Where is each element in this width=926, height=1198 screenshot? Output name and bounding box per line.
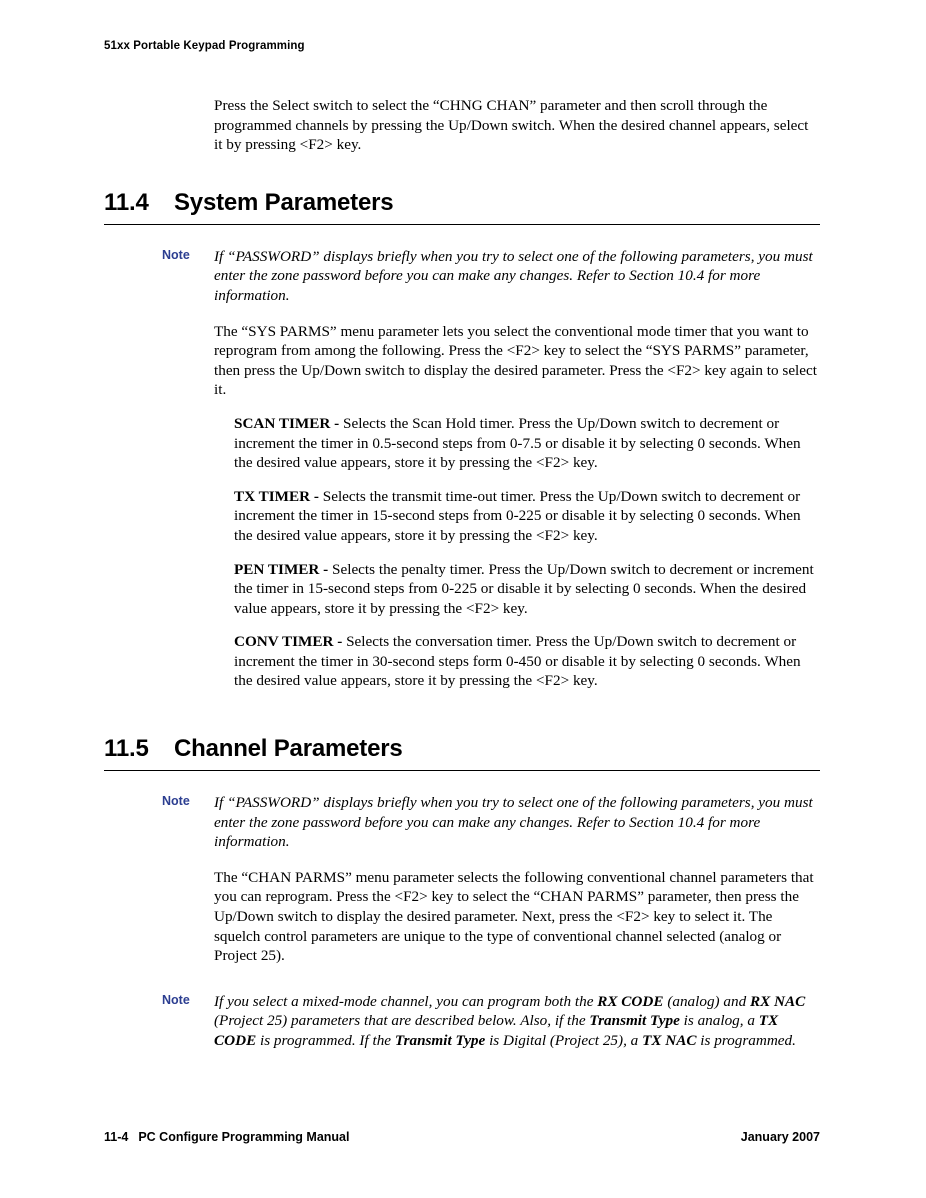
section-divider — [104, 224, 820, 225]
definition-text: Selects the conversation timer. Press the Up/Down switch to decrement or increment the timer in 30-second steps form 0-450 or disable it by selecting 0 seconds. When the desired value appears, store it by pressing the <F2> key. — [234, 633, 801, 690]
note-text-part: is Digital (Project 25), a — [485, 1032, 643, 1049]
definition-term: SCAN TIMER - — [234, 414, 340, 432]
section-number: 11.5 — [104, 735, 149, 763]
note-bold-transmit-type-2: Transmit Type — [394, 1032, 486, 1049]
footer-left — [104, 1130, 349, 1144]
note-text-part: (analog) and — [663, 992, 750, 1010]
definition-text: Selects the transmit time-out timer. Press the Up/Down switch to decrement or increment the timer in 15-second steps from 0-225 or disable it by selecting 0 seconds. When the desired value appears, store it by pressing the <F2> key. — [234, 487, 801, 544]
note-text-part: is analog, a — [679, 1012, 759, 1030]
note-bold-rx-code: RX CODE — [597, 992, 664, 1010]
note-bold-tx-nac: TX NAC — [642, 1032, 697, 1049]
note-block — [104, 793, 820, 852]
page-footer — [104, 1130, 820, 1144]
note-label: Note — [162, 992, 190, 1007]
section-heading — [104, 189, 820, 217]
page-content — [104, 96, 820, 1051]
note-text-part: is programmed. — [696, 1032, 796, 1049]
definition-tx-timer — [234, 487, 820, 546]
note-bold-transmit-type: Transmit Type — [589, 1012, 680, 1030]
section-paragraph: The “SYS PARMS” menu parameter lets you select the conventional mode timer that you want to reprogram from among the following. Press the <F2> key to select the “SYS PARMS” parameter, then press the Up/Down switch to display the desired parameter. Press the <F2> key again to select it. — [214, 322, 817, 399]
note-block — [104, 247, 820, 306]
running-head: 51xx Portable Keypad Programming — [104, 40, 305, 52]
definition-text: Selects the penalty timer. Press the Up/Down switch to decrement or increment the timer in 15-second steps from 0-225 or disable it by selecting 0 seconds. When the desired value appears, store it by pressing the <F2> key. — [234, 560, 814, 617]
note-text: If “PASSWORD” displays briefly when you try to select one of the following parameters, you must enter the zone password before you can make any changes. Refer to Section 10.4 for more information. — [214, 247, 813, 304]
definition-conv-timer — [234, 632, 820, 691]
section-heading — [104, 735, 820, 763]
definition-scan-timer — [234, 414, 820, 473]
section-number: 11.4 — [104, 188, 149, 216]
section-11-4 — [104, 189, 820, 225]
note-text-part: If you select a mixed-mode channel, you can program both the — [214, 992, 598, 1010]
definition-term: PEN TIMER - — [234, 560, 329, 578]
section-divider — [104, 770, 820, 771]
section-title: Channel Parameters — [174, 735, 403, 763]
footer-manual-title: PC Configure Programming Manual — [138, 1130, 350, 1144]
note-bold-tx-code: TX CODE — [214, 1012, 779, 1049]
note-label: Note — [162, 794, 190, 809]
note-block — [104, 992, 820, 1051]
section-11-5 — [104, 735, 820, 771]
definition-pen-timer — [234, 560, 820, 619]
definition-term: CONV TIMER - — [234, 633, 343, 651]
definition-term: TX TIMER - — [234, 487, 319, 505]
section-paragraph: The “CHAN PARMS” menu parameter selects the following conventional channel parameters that you can reprogram. Press the <F2> key to select the “CHAN PARMS” parameter, then press the Up/Down switch to display the desired parameter. Next, press the <F2> key to select it. The squelch control parameters are unique to the type of conventional channel selected (analog or Project 25). — [214, 868, 814, 965]
note-bold-rx-nac: RX NAC — [750, 992, 806, 1010]
note-label: Note — [162, 247, 190, 262]
intro-paragraph: Press the Select switch to select the “CHNG CHAN” parameter and then scroll through the programmed channels by pressing the Up/Down switch. When the desired channel appears, select it by pressing <F2> key. — [214, 97, 809, 154]
definition-text: Selects the Scan Hold timer. Press the Up/Down switch to decrement or increment the timer in 0.5-second steps from 0-7.5 or disable it by selecting 0 seconds. When the desired value appears, store it by pressing the <F2> key. — [234, 414, 801, 472]
footer-page-number: 11-4 — [104, 1130, 129, 1144]
section-title: System Parameters — [174, 188, 394, 216]
note-text-part: is programmed. If the — [256, 1032, 395, 1049]
note-text-part: (Project 25) parameters that are described below. Also, if the — [214, 1012, 590, 1030]
note-text: If “PASSWORD” displays briefly when you try to select one of the following parameters, you must enter the zone password before you can make any changes. Refer to Section 10.4 for more information. — [214, 794, 813, 851]
footer-date: January 2007 — [740, 1130, 820, 1144]
note-text — [214, 992, 820, 1051]
